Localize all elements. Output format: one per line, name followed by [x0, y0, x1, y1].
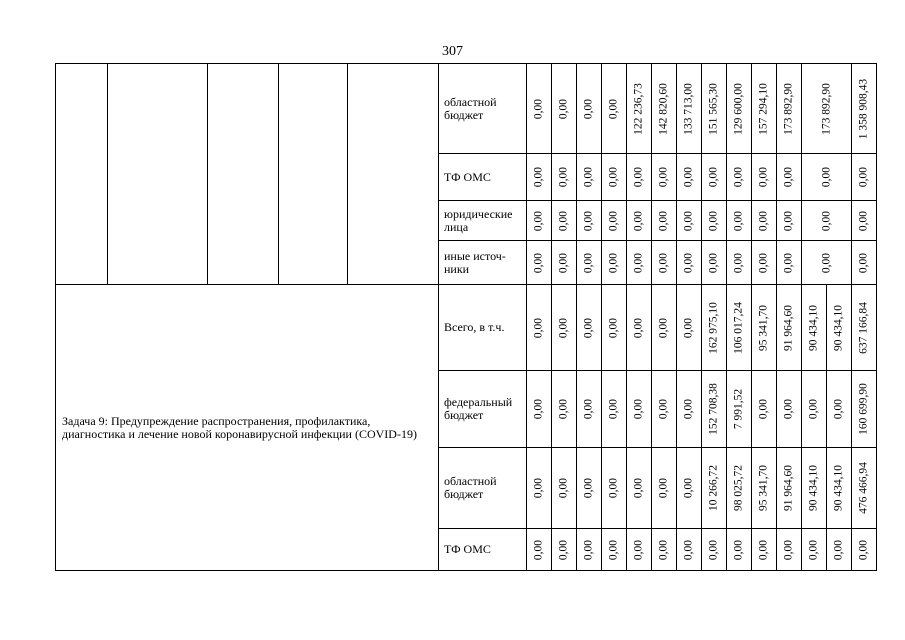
value-cell: 0,00 [577, 529, 602, 571]
value-cell: 0,00 [727, 201, 752, 241]
value-cell: 0,00 [802, 529, 827, 571]
task-title: Задача 9: Предупреждение распространения, профилактика, диагностика и лечение новой коронавирусной инфекции (COVID-19) [56, 285, 439, 571]
value-cell: 0,00 [527, 201, 552, 241]
value-cell: 90 434,10 [802, 448, 827, 529]
value-cell: 0,00 [802, 241, 852, 285]
value-cell: 0,00 [627, 448, 652, 529]
value-cell: 0,00 [802, 154, 852, 201]
value-cell: 160 699,90 [852, 371, 877, 448]
value-cell: 0,00 [527, 154, 552, 201]
value-cell: 0,00 [602, 285, 627, 371]
value-cell: 0,00 [577, 241, 602, 285]
value-cell: 0,00 [577, 154, 602, 201]
value-cell: 0,00 [702, 529, 727, 571]
value-cell: 0,00 [802, 201, 852, 241]
table-row [56, 285, 877, 371]
value-cell: 0,00 [552, 285, 577, 371]
value-cell: 0,00 [677, 241, 702, 285]
value-cell: 162 975,10 [702, 285, 727, 371]
value-cell: 0,00 [552, 371, 577, 448]
value-cell: 0,00 [752, 529, 777, 571]
value-cell: 476 466,94 [852, 448, 877, 529]
value-cell: 0,00 [777, 371, 802, 448]
value-cell: 7 991,52 [727, 371, 752, 448]
page-number: 307 [442, 44, 463, 59]
source-cell: ТФ ОМС [439, 529, 527, 571]
value-cell: 0,00 [627, 285, 652, 371]
table-row [56, 64, 877, 154]
value-cell: 0,00 [652, 529, 677, 571]
value-cell: 0,00 [727, 529, 752, 571]
source-cell: иные источ-ники [439, 241, 527, 285]
value-cell: 0,00 [627, 201, 652, 241]
value-cell: 91 964,60 [777, 448, 802, 529]
value-cell: 90 434,10 [827, 285, 852, 371]
value-cell: 0,00 [552, 154, 577, 201]
value-cell: 0,00 [752, 241, 777, 285]
value-cell: 0,00 [527, 529, 552, 571]
value-cell: 0,00 [752, 154, 777, 201]
value-cell: 173 892,90 [802, 64, 852, 154]
value-cell: 0,00 [677, 371, 702, 448]
value-cell: 0,00 [802, 371, 827, 448]
value-cell: 0,00 [527, 241, 552, 285]
value-cell: 0,00 [527, 448, 552, 529]
empty-cell [279, 64, 348, 285]
value-cell: 95 341,70 [752, 448, 777, 529]
value-cell: 0,00 [777, 154, 802, 201]
value-cell: 0,00 [827, 371, 852, 448]
value-cell: 0,00 [602, 448, 627, 529]
value-cell: 0,00 [602, 241, 627, 285]
value-cell: 0,00 [577, 371, 602, 448]
value-cell: 0,00 [852, 241, 877, 285]
value-cell: 0,00 [727, 154, 752, 201]
value-cell: 95 341,70 [752, 285, 777, 371]
value-cell: 0,00 [577, 285, 602, 371]
value-cell: 0,00 [677, 529, 702, 571]
value-cell: 0,00 [777, 201, 802, 241]
value-cell: 0,00 [702, 201, 727, 241]
value-cell: 0,00 [627, 241, 652, 285]
value-cell: 106 017,24 [727, 285, 752, 371]
value-cell: 0,00 [777, 529, 802, 571]
value-cell: 0,00 [652, 448, 677, 529]
value-cell: 0,00 [527, 285, 552, 371]
source-cell: областной бюджет [439, 64, 527, 154]
value-cell: 0,00 [777, 241, 802, 285]
value-cell: 0,00 [752, 201, 777, 241]
value-cell: 0,00 [577, 448, 602, 529]
value-cell: 173 892,90 [777, 64, 802, 154]
value-cell: 0,00 [752, 371, 777, 448]
value-cell: 0,00 [577, 201, 602, 241]
value-cell: 0,00 [577, 64, 602, 154]
value-cell: 0,00 [552, 529, 577, 571]
source-cell: ТФ ОМС [439, 154, 527, 201]
value-cell: 0,00 [552, 64, 577, 154]
source-cell: Всего, в т.ч. [439, 285, 527, 371]
value-cell: 0,00 [852, 201, 877, 241]
value-cell: 133 713,00 [677, 64, 702, 154]
value-cell: 0,00 [627, 154, 652, 201]
value-cell: 0,00 [552, 448, 577, 529]
value-cell: 152 708,38 [702, 371, 727, 448]
value-cell: 0,00 [727, 241, 752, 285]
value-cell: 0,00 [652, 201, 677, 241]
value-cell: 0,00 [602, 154, 627, 201]
value-cell: 0,00 [652, 371, 677, 448]
value-cell: 0,00 [827, 529, 852, 571]
value-cell: 98 025,72 [727, 448, 752, 529]
value-cell: 0,00 [602, 371, 627, 448]
source-cell: федеральный бюджет [439, 371, 527, 448]
value-cell: 0,00 [677, 201, 702, 241]
value-cell: 157 294,10 [752, 64, 777, 154]
value-cell: 0,00 [652, 154, 677, 201]
value-cell: 0,00 [852, 529, 877, 571]
value-cell: 0,00 [527, 64, 552, 154]
empty-cell [348, 64, 439, 285]
value-cell: 151 565,30 [702, 64, 727, 154]
value-cell: 0,00 [602, 201, 627, 241]
value-cell: 10 266,72 [702, 448, 727, 529]
value-cell: 0,00 [852, 154, 877, 201]
value-cell: 0,00 [702, 154, 727, 201]
source-cell: областной бюджет [439, 448, 527, 529]
value-cell: 0,00 [677, 448, 702, 529]
value-cell: 90 434,10 [802, 285, 827, 371]
value-cell: 0,00 [627, 529, 652, 571]
value-cell: 0,00 [652, 285, 677, 371]
value-cell: 0,00 [702, 241, 727, 285]
empty-cell [56, 64, 108, 285]
value-cell: 0,00 [602, 64, 627, 154]
empty-cell [108, 64, 208, 285]
value-cell: 0,00 [627, 371, 652, 448]
value-cell: 1 358 908,43 [852, 64, 877, 154]
value-cell: 0,00 [552, 241, 577, 285]
value-cell: 122 236,73 [627, 64, 652, 154]
budget-table [55, 63, 877, 571]
value-cell: 90 434,10 [827, 448, 852, 529]
value-cell: 129 600,00 [727, 64, 752, 154]
value-cell: 0,00 [677, 285, 702, 371]
value-cell: 91 964,60 [777, 285, 802, 371]
value-cell: 0,00 [652, 241, 677, 285]
value-cell: 0,00 [602, 529, 627, 571]
value-cell: 142 820,60 [652, 64, 677, 154]
value-cell: 0,00 [527, 371, 552, 448]
value-cell: 0,00 [677, 154, 702, 201]
empty-cell [208, 64, 279, 285]
value-cell: 637 166,84 [852, 285, 877, 371]
source-cell: юридические лица [439, 201, 527, 241]
value-cell: 0,00 [552, 201, 577, 241]
